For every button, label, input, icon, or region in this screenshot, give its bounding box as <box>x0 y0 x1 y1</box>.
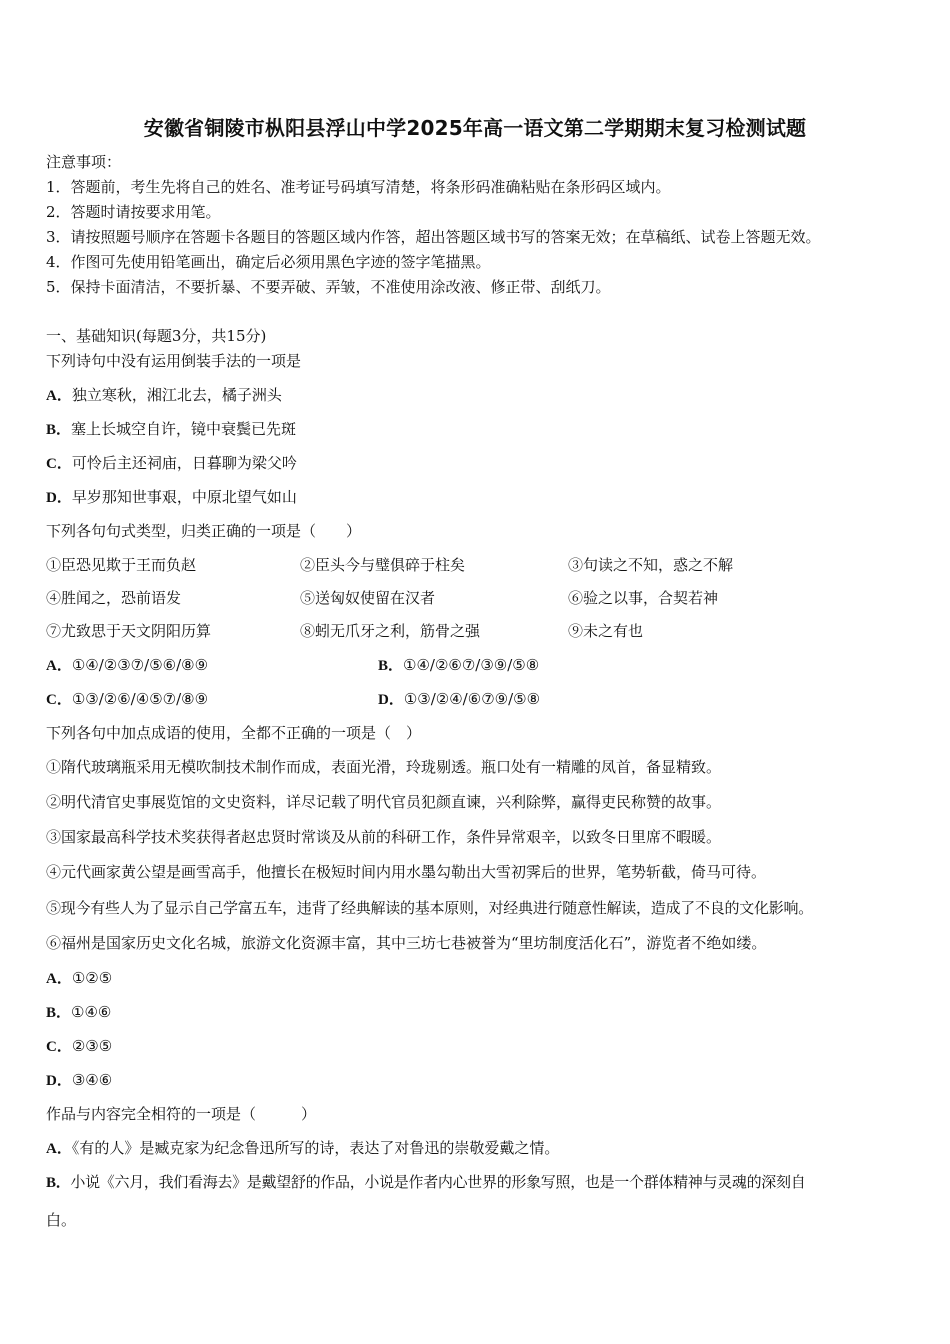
section-heading: 一、基础知识(每题3分，共15分) <box>46 327 267 345</box>
option-label: A． <box>46 658 72 674</box>
option-d <box>46 487 297 508</box>
notice-item: 4．作图可先使用铅笔画出，确定后必须用黑色字迹的签字笔描黑。 <box>46 253 491 271</box>
sentence-item: ⑨未之有也 <box>568 622 644 640</box>
sentence-item: ③国家最高科学技术奖获得者赵忠贤时常谈及从前的科研工作，条件异常艰辛，以致冬日里席不暇暖。 <box>46 828 722 846</box>
option-c <box>46 453 297 474</box>
option-label: B． <box>46 1005 72 1021</box>
sentence-item: ⑧蚓无爪牙之利，筋骨之强 <box>300 622 481 640</box>
option-continuation: 白。 <box>46 1211 77 1229</box>
option-d <box>46 1070 112 1091</box>
sentence-item: ④元代画家黄公望是画雪高手，他擅长在极短时间内用水墨勾勒出大雪初霁后的世界，笔势斩截，倚马可待。 <box>46 863 767 881</box>
option-label: C． <box>46 692 72 708</box>
notice-heading: 注意事项： <box>46 153 122 171</box>
option-text: ①③/②⑥/④⑤⑦/⑧⑨ <box>71 690 209 708</box>
option-b <box>46 1002 111 1023</box>
sentence-item: ⑥验之以事，合契若神 <box>568 589 719 607</box>
question-stem: 下列诗句中没有运用倒装手法的一项是 <box>46 352 302 370</box>
option-a <box>46 385 282 406</box>
option-text: ②③⑤ <box>71 1037 113 1055</box>
option-label: C． <box>46 1039 72 1055</box>
option-label: D． <box>378 692 404 708</box>
option-label: D． <box>46 1073 72 1089</box>
option-a <box>46 1138 559 1159</box>
option-d <box>378 689 540 710</box>
option-text: 早岁那知世事艰，中原北望气如山 <box>71 488 297 506</box>
option-label: A． <box>46 388 72 404</box>
option-c <box>46 1036 112 1057</box>
sentence-item: ⑤现今有些人为了显示自己学富五车，违背了经典解读的基本原则，对经典进行随意性解读，造成了不良的文化影响。 <box>46 899 814 917</box>
sentence-item: ⑥福州是国家历史文化名城，旅游文化资源丰富，其中三坊七巷被誉为“里坊制度活化石”，游览者不绝如缕。 <box>46 934 767 952</box>
notice-item: 1．答题前，考生先将自己的姓名、准考证号码填写清楚，将条形码准确粘贴在条形码区域内。 <box>46 178 671 196</box>
question-stem: 作品与内容完全相符的一项是（ ） <box>46 1105 317 1123</box>
option-a <box>46 968 112 989</box>
sentence-item: ②明代清官史事展览馆的文史资料，详尽记载了明代官员犯颜直谏，兴利除弊，赢得吏民称赞的故事。 <box>46 793 722 811</box>
option-label: A． <box>46 1141 72 1157</box>
option-text: ③④⑥ <box>71 1071 113 1089</box>
option-text: 小说《六月，我们看海去》是戴望舒的作品，小说是作者内心世界的形象写照，也是一个群体精神与灵魂的深刻自 <box>70 1173 806 1191</box>
option-label: A． <box>46 971 72 987</box>
sentence-item: ④胜闻之，恐前语发 <box>46 589 182 607</box>
option-label: C． <box>46 456 72 472</box>
option-b <box>46 419 296 440</box>
option-text: 可怜后主还祠庙，日暮聊为梁父吟 <box>71 454 297 472</box>
option-text: ①④/②③⑦/⑤⑥/⑧⑨ <box>71 656 209 674</box>
option-a <box>46 655 208 676</box>
question-stem: 下列各句中加点成语的使用，全都不正确的一项是（ ） <box>46 724 422 742</box>
sentence-item: ⑤送匈奴使留在汉者 <box>300 589 436 607</box>
option-text: ①②⑤ <box>71 969 113 987</box>
notice-item: 5．保持卡面清洁，不要折暴、不要弄破、弄皱，不准使用涂改液、修正带、刮纸刀。 <box>46 278 611 296</box>
page-title: 安徽省铜陵市枞阳县浮山中学2025年高一语文第二学期期末复习检测试题 <box>143 116 807 140</box>
sentence-item: ②臣头今与璧俱碎于柱矣 <box>300 556 466 574</box>
option-text: 塞上长城空自许，镜中衰鬓已先斑 <box>71 420 297 438</box>
option-b <box>378 655 539 676</box>
option-label: D． <box>46 490 72 506</box>
option-label: B． <box>46 422 72 438</box>
question-stem: 下列各句句式类型，归类正确的一项是（ ） <box>46 522 362 540</box>
option-text: ①④⑥ <box>71 1003 112 1021</box>
notice-item: 2．答题时请按要求用笔。 <box>46 203 221 221</box>
option-text: ①④/②⑥⑦/③⑨/⑤⑧ <box>403 656 540 674</box>
sentence-item: ⑦尤致思于天文阴阳历算 <box>46 622 212 640</box>
sentence-item: ①臣恐见欺于王而负赵 <box>46 556 197 574</box>
option-label: B． <box>46 1175 71 1191</box>
option-label: B． <box>378 658 404 674</box>
option-text: ①③/②④/⑥⑦⑨/⑤⑧ <box>403 690 541 708</box>
option-b <box>46 1172 805 1193</box>
option-text: 《有的人》是臧克家为纪念鲁迅所写的诗，表达了对鲁迅的崇敬爱戴之情。 <box>71 1139 560 1157</box>
sentence-item: ①隋代玻璃瓶采用无模吹制技术制作而成，表面光滑，玲珑剔透。瓶口处有一精雕的凤首，备显精致。 <box>46 758 722 776</box>
option-c <box>46 689 208 710</box>
notice-item: 3．请按照题号顺序在答题卡各题目的答题区域内作答，超出答题区域书写的答案无效；在草稿纸、试卷上答题无效。 <box>46 228 821 246</box>
option-text: 独立寒秋，湘江北去，橘子洲头 <box>71 386 282 404</box>
sentence-item: ③句读之不知，惑之不解 <box>568 556 734 574</box>
